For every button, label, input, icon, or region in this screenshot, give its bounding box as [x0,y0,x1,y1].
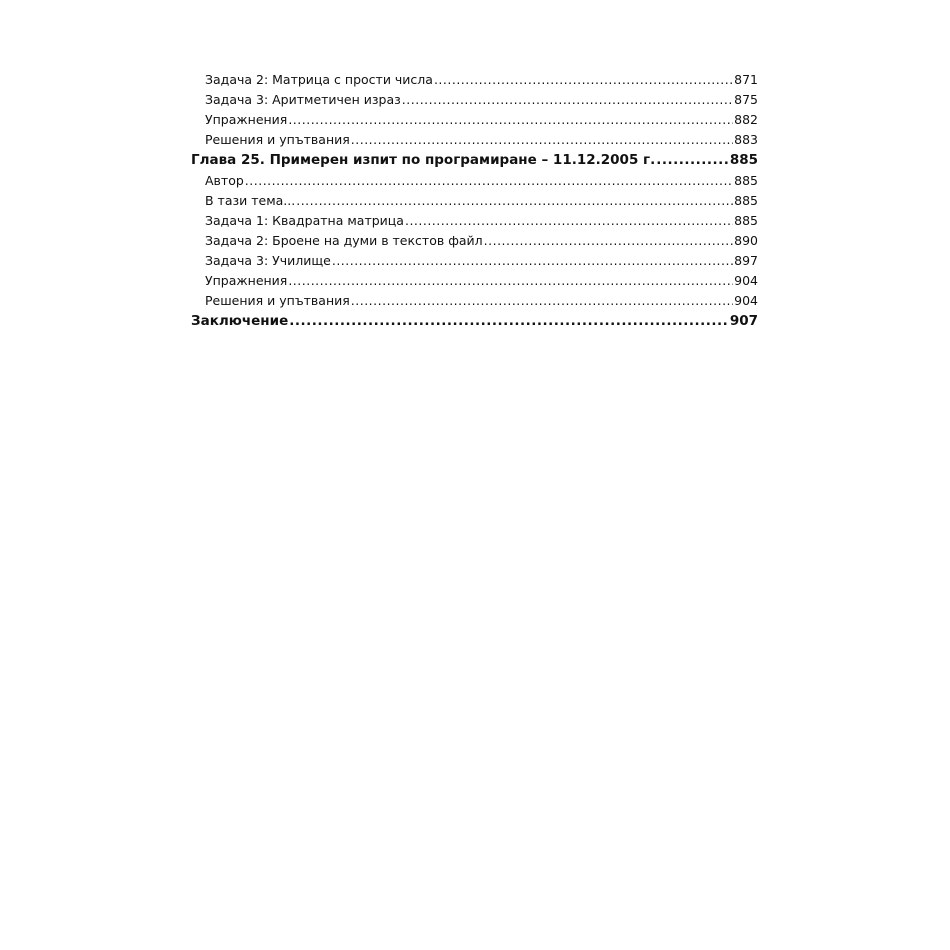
toc-chapter-title: Заключение [191,313,289,329]
toc-entry-title: Задача 3: Аритметичен израз [205,92,401,107]
toc-entry-title: Задача 3: Училище [205,253,331,268]
toc-entry[interactable] [191,130,758,150]
toc-dot-leader [289,311,729,332]
toc-entry[interactable] [191,90,758,110]
toc-entry-page: 897 [734,253,758,268]
toc-entry[interactable] [191,211,758,231]
toc-chapter-page: 907 [729,313,758,329]
toc-entry-page: 883 [734,132,758,147]
toc-entry-title: Задача 2: Броене на думи в текстов файл [205,233,483,248]
toc-chapter-entry[interactable] [191,311,758,332]
toc-dot-leader [434,70,733,90]
toc-dot-leader [484,231,733,251]
toc-entry-title: Задача 1: Квадратна матрица [205,213,404,228]
toc-dot-leader [656,150,729,171]
toc-chapter-entry[interactable] [191,150,758,171]
toc-dot-leader [245,171,733,191]
toc-entry[interactable] [191,251,758,271]
toc-dot-leader [405,211,733,231]
toc-entry-title: Задача 2: Матрица с прости числа [205,72,433,87]
toc-dot-leader [351,291,733,311]
toc-dot-leader [288,271,733,291]
toc-entry-page: 885 [734,173,758,188]
toc-chapter-title: Глава 25. Примерен изпит по програмиране – 11.12.2005 г. [191,152,656,168]
toc-dot-leader [288,110,733,130]
toc-entry-page: 875 [734,92,758,107]
toc-entry-title: Решения и упътвания [205,132,350,147]
toc-entry[interactable] [191,70,758,90]
toc-entry-title: В тази тема... [205,193,296,208]
toc-entry-page: 904 [734,293,758,308]
toc-chapter-page: 885 [729,152,758,168]
toc-dot-leader [296,191,733,211]
toc-entry-title: Упражнения [205,273,288,288]
toc-dot-leader [351,130,733,150]
toc-entry-page: 871 [734,72,758,87]
toc-entry[interactable] [191,191,758,211]
toc-entry[interactable] [191,291,758,311]
toc-entry-page: 882 [734,112,758,127]
toc-entry[interactable] [191,171,758,191]
toc-dot-leader [332,251,733,271]
table-of-contents [191,70,758,332]
toc-entry[interactable] [191,110,758,130]
toc-entry-title: Автор [205,173,244,188]
toc-entry-page: 885 [734,213,758,228]
toc-entry[interactable] [191,271,758,291]
toc-entry-page: 904 [734,273,758,288]
toc-entry[interactable] [191,231,758,251]
toc-entry-page: 885 [734,193,758,208]
toc-entry-page: 890 [734,233,758,248]
toc-entry-title: Решения и упътвания [205,293,350,308]
toc-dot-leader [402,90,733,110]
toc-entry-title: Упражнения [205,112,288,127]
